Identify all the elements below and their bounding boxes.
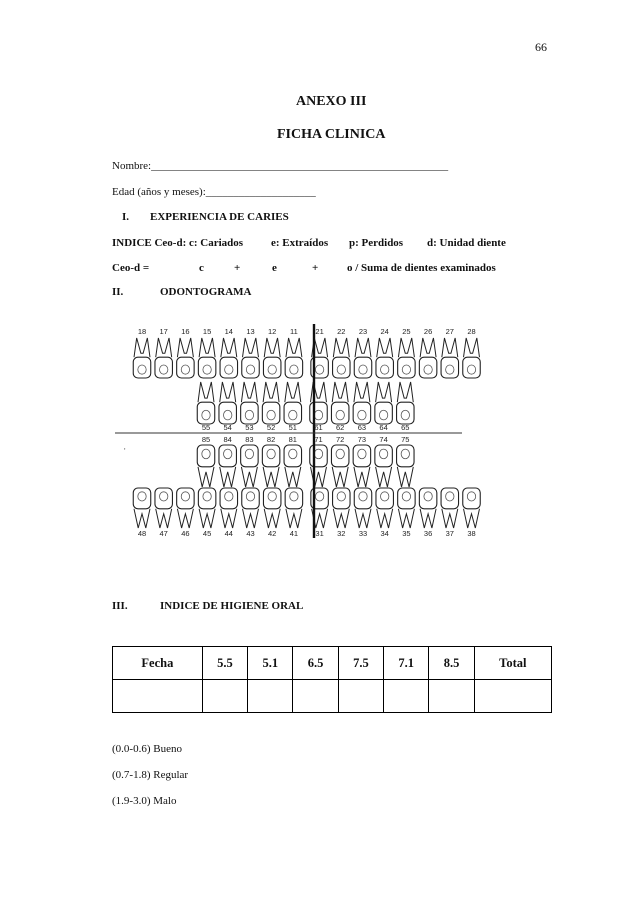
header-cell: 7.5	[338, 647, 383, 680]
table-cell[interactable]	[429, 680, 474, 713]
header-cell: 5.1	[248, 647, 293, 680]
tooth-36[interactable]	[419, 488, 436, 528]
formula-e: e	[272, 262, 277, 274]
tooth-number-33: 33	[358, 529, 368, 538]
index-label: INDICE Ceo-d: c: Cariados	[112, 237, 244, 249]
tooth-number-82: 82	[266, 435, 276, 444]
tooth-number-72: 72	[336, 435, 345, 444]
tooth-35[interactable]	[398, 488, 415, 528]
tooth-72[interactable]	[331, 445, 348, 487]
page-number: 66	[535, 40, 547, 54]
tooth-number-65: 65	[401, 423, 410, 432]
tooth-33[interactable]	[354, 488, 371, 528]
table-cell[interactable]	[338, 680, 383, 713]
tooth-44[interactable]	[220, 488, 237, 528]
tooth-52[interactable]	[262, 382, 279, 424]
header-cell: 7.1	[384, 647, 429, 680]
table-cell[interactable]	[202, 680, 247, 713]
tooth-number-35: 35	[402, 529, 411, 538]
age-field[interactable]: Edad (años y meses):____________________	[112, 186, 316, 198]
tooth-number-28: 28	[467, 327, 476, 336]
annex-title: ANEXO III	[296, 94, 367, 109]
tooth-23[interactable]	[354, 338, 371, 378]
tooth-number-42: 42	[268, 529, 277, 538]
formula-plus-2: +	[312, 262, 319, 274]
formula-rhs: o / Suma de dientes examinados	[347, 262, 496, 274]
tooth-unit-label: d: Unidad diente	[427, 237, 506, 249]
table-cell[interactable]	[293, 680, 338, 713]
tooth-16[interactable]	[177, 338, 194, 378]
section-3-title: INDICE DE HIGIENE ORAL	[160, 600, 304, 612]
tooth-number-24: 24	[380, 327, 389, 336]
tooth-number-44: 44	[224, 529, 233, 538]
tooth-number-23: 23	[358, 327, 368, 336]
tooth-64[interactable]	[375, 382, 392, 424]
hygiene-index-table	[112, 646, 552, 713]
formula-plus-1: +	[234, 262, 241, 274]
tooth-34[interactable]	[376, 488, 393, 528]
tooth-32[interactable]	[333, 488, 350, 528]
tooth-54[interactable]	[219, 382, 236, 424]
tooth-number-22: 22	[337, 327, 346, 336]
tooth-22[interactable]	[333, 338, 350, 378]
scale-good: (0.0-0.6) Bueno	[112, 743, 182, 755]
name-field[interactable]: Nombre:______________________________________________________	[112, 160, 449, 172]
tooth-73[interactable]	[353, 445, 370, 487]
tooth-27[interactable]	[441, 338, 458, 378]
tooth-75[interactable]	[397, 445, 414, 487]
tooth-number-18: 18	[137, 327, 147, 336]
form-title: FICHA CLINICA	[277, 127, 386, 142]
tooth-number-34: 34	[380, 529, 389, 538]
tooth-number-48: 48	[137, 529, 147, 538]
tooth-61[interactable]	[310, 382, 327, 424]
tooth-26[interactable]	[419, 338, 436, 378]
tooth-number-31: 31	[315, 529, 324, 538]
tooth-48[interactable]	[133, 488, 150, 528]
tooth-number-21: 21	[315, 327, 324, 336]
tooth-number-81: 81	[288, 435, 297, 444]
section-1-title: EXPERIENCIA DE CARIES	[150, 211, 289, 223]
tooth-number-26: 26	[423, 327, 433, 336]
tooth-number-25: 25	[402, 327, 411, 336]
tooth-17[interactable]	[155, 338, 172, 378]
tooth-83[interactable]	[241, 445, 258, 487]
tooth-number-32: 32	[337, 529, 346, 538]
tooth-45[interactable]	[198, 488, 215, 528]
tooth-37[interactable]	[441, 488, 458, 528]
tooth-number-14: 14	[224, 327, 233, 336]
tooth-14[interactable]	[220, 338, 237, 378]
tooth-number-83: 83	[245, 435, 254, 444]
tooth-number-37: 37	[445, 529, 454, 538]
tooth-number-38: 38	[467, 529, 476, 538]
tooth-15[interactable]	[198, 338, 215, 378]
tooth-38[interactable]	[463, 488, 480, 528]
section-1-number: I.	[122, 211, 130, 223]
tooth-number-15: 15	[202, 327, 212, 336]
tooth-81[interactable]	[284, 445, 301, 487]
odontogram	[110, 322, 520, 542]
tooth-number-71: 71	[314, 435, 323, 444]
tooth-number-63: 63	[357, 423, 367, 432]
tooth-number-41: 41	[289, 529, 299, 538]
tooth-number-74: 74	[379, 435, 388, 444]
tooth-number-13: 13	[246, 327, 255, 336]
tooth-13[interactable]	[242, 338, 259, 378]
stray-mark: '	[124, 447, 126, 456]
header-cell: Total	[474, 647, 551, 680]
tooth-71[interactable]	[310, 445, 327, 487]
tooth-number-27: 27	[445, 327, 454, 336]
tooth-number-61: 61	[314, 423, 323, 432]
tooth-number-36: 36	[423, 529, 433, 538]
tooth-51[interactable]	[284, 382, 301, 424]
tooth-46[interactable]	[177, 488, 194, 528]
section-2-title: ODONTOGRAMA	[160, 286, 252, 298]
extracted-label: e: Extraídos	[271, 237, 329, 249]
tooth-number-52: 52	[266, 423, 276, 432]
header-cell: 6.5	[293, 647, 338, 680]
tooth-number-73: 73	[357, 435, 367, 444]
tooth-62[interactable]	[331, 382, 348, 424]
header-cell: 8.5	[429, 647, 474, 680]
tooth-number-17: 17	[159, 327, 168, 336]
tooth-24[interactable]	[376, 338, 393, 378]
table-row	[113, 680, 552, 713]
tooth-number-51: 51	[288, 423, 297, 432]
tooth-47[interactable]	[155, 488, 172, 528]
tooth-number-46: 46	[181, 529, 190, 538]
tooth-number-16: 16	[181, 327, 190, 336]
tooth-53[interactable]	[241, 382, 258, 424]
table-cell[interactable]	[384, 680, 429, 713]
tooth-11[interactable]	[285, 338, 302, 378]
tooth-number-85: 85	[201, 435, 211, 444]
tooth-number-12: 12	[268, 327, 277, 336]
tooth-number-47: 47	[159, 529, 168, 538]
header-cell: 5.5	[202, 647, 247, 680]
tooth-12[interactable]	[263, 338, 280, 378]
tooth-42[interactable]	[263, 488, 280, 528]
tooth-18[interactable]	[133, 338, 150, 378]
tooth-number-84: 84	[223, 435, 232, 444]
table-cell[interactable]	[113, 680, 203, 713]
formula-c: c	[199, 262, 204, 274]
tooth-number-75: 75	[401, 435, 410, 444]
header-cell: Fecha	[113, 647, 203, 680]
tooth-28[interactable]	[463, 338, 480, 378]
tooth-number-62: 62	[336, 423, 345, 432]
tooth-number-64: 64	[379, 423, 388, 432]
formula-lhs: Ceo-d =	[112, 262, 150, 274]
tooth-85[interactable]	[197, 445, 214, 487]
tooth-number-11: 11	[290, 327, 298, 336]
tooth-number-53: 53	[245, 423, 254, 432]
tooth-number-43: 43	[246, 529, 255, 538]
tooth-43[interactable]	[242, 488, 259, 528]
scale-bad: (1.9-3.0) Malo	[112, 795, 177, 807]
tooth-63[interactable]	[353, 382, 370, 424]
table-cell[interactable]	[248, 680, 293, 713]
tooth-41[interactable]	[285, 488, 302, 528]
tooth-74[interactable]	[375, 445, 392, 487]
tooth-25[interactable]	[398, 338, 415, 378]
table-cell[interactable]	[474, 680, 551, 713]
tooth-number-54: 54	[223, 423, 232, 432]
table-header-row	[113, 647, 552, 680]
tooth-number-45: 45	[202, 529, 212, 538]
lost-label: p: Perdidos	[349, 237, 404, 249]
section-2-number: II.	[112, 286, 124, 298]
tooth-65[interactable]	[397, 382, 414, 424]
tooth-55[interactable]	[197, 382, 214, 424]
section-3-number: III.	[112, 600, 128, 612]
tooth-number-55: 55	[201, 423, 211, 432]
tooth-82[interactable]	[262, 445, 279, 487]
scale-regular: (0.7-1.8) Regular	[112, 769, 189, 781]
tooth-84[interactable]	[219, 445, 236, 487]
